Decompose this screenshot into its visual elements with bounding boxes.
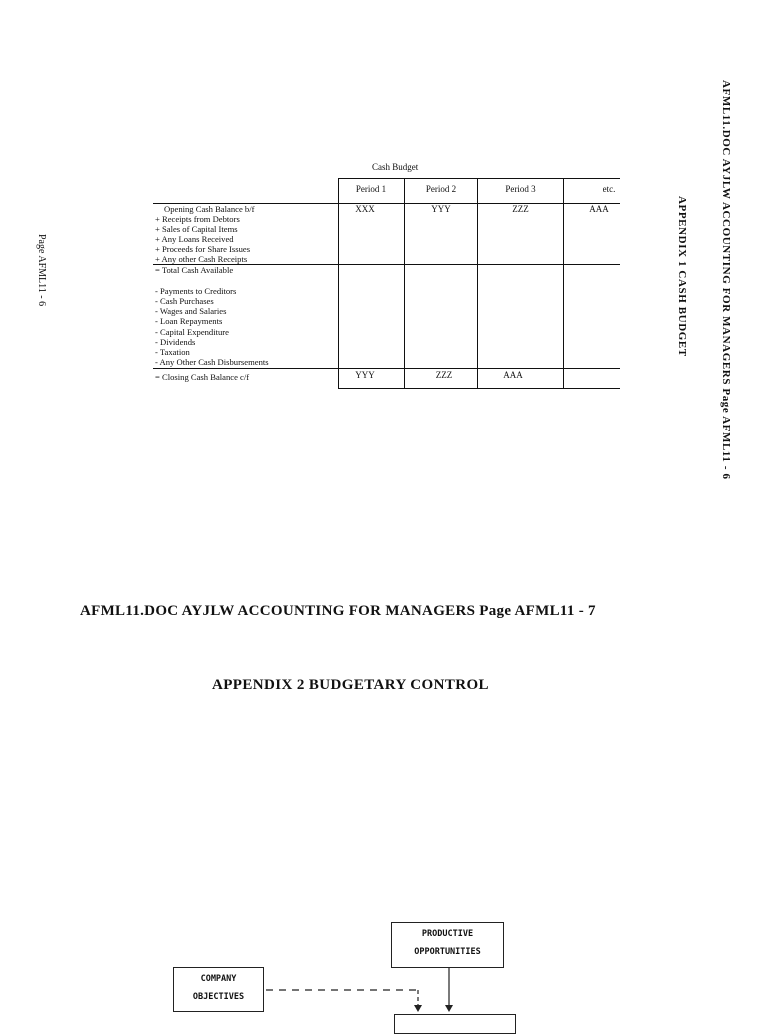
row-label-payment: - Wages and Salaries — [155, 306, 227, 316]
appendix-1-title: APPENDIX 1 CASH BUDGET — [676, 196, 688, 357]
box-line: OPPORTUNITIES — [414, 947, 481, 957]
cell-closing-period-2: ZZZ — [435, 370, 453, 380]
row-label-opening-balance: Opening Cash Balance b/f — [164, 204, 255, 214]
cell-opening-period-1: XXX — [355, 204, 375, 214]
cell-opening-etc: AAA — [589, 204, 609, 214]
row-label-payment: - Loan Repayments — [155, 316, 223, 326]
col-header-period-3: Period 3 — [505, 184, 536, 194]
row-label-payment: - Cash Purchases — [155, 296, 214, 306]
cell-closing-period-1: YYY — [355, 370, 375, 380]
row-label-total-cash-available: = Total Cash Available — [155, 265, 234, 275]
row-label-receipt: + Sales of Capital Items — [155, 224, 238, 234]
col-header-period-2: Period 2 — [425, 184, 457, 194]
running-header-page-6: AFML11.DOC AYJLW ACCOUNTING FOR MANAGERS Page AFML11 - 6 — [720, 80, 732, 480]
row-label-receipt: + Any Loans Received — [155, 234, 234, 244]
cash-budget-title: Cash Budget — [372, 162, 419, 172]
row-label-payment: - Any Other Cash Disbursements — [155, 357, 269, 367]
row-label-receipt: + Any other Cash Receipts — [155, 254, 248, 264]
cell-opening-period-3: ZZZ — [512, 204, 529, 214]
box-line: PRODUCTIVE — [421, 929, 474, 939]
appendix-2-title: APPENDIX 2 BUDGETARY CONTROL — [212, 677, 489, 693]
row-label-payment: - Payments to Creditors — [155, 286, 237, 296]
cell-opening-period-2: YYY — [431, 204, 451, 214]
box-line: OBJECTIVES — [192, 992, 245, 1002]
arrow-head — [414, 1005, 422, 1012]
row-label-closing-balance: = Closing Cash Balance c/f — [155, 372, 250, 382]
running-header-page-7: AFML11.DOC AYJLW ACCOUNTING FOR MANAGERS Page AFML11 - 7 — [80, 603, 596, 619]
col-header-period-1: Period 1 — [355, 184, 387, 194]
cell-closing-period-3: AAA — [503, 370, 523, 380]
box-line: COMPANY — [200, 974, 237, 984]
col-header-etc: etc. — [602, 184, 616, 194]
row-label-payment: - Taxation — [155, 347, 190, 357]
row-label-receipt: + Receipts from Debtors — [155, 214, 240, 224]
arrow-head — [445, 1005, 453, 1012]
row-label-payment: - Capital Expenditure — [155, 327, 229, 337]
row-label-payment: - Dividends — [155, 337, 196, 347]
side-page-label: Page AFML11 - 6 — [36, 234, 47, 307]
row-label-receipt: + Proceeds for Share Issues — [155, 244, 251, 254]
